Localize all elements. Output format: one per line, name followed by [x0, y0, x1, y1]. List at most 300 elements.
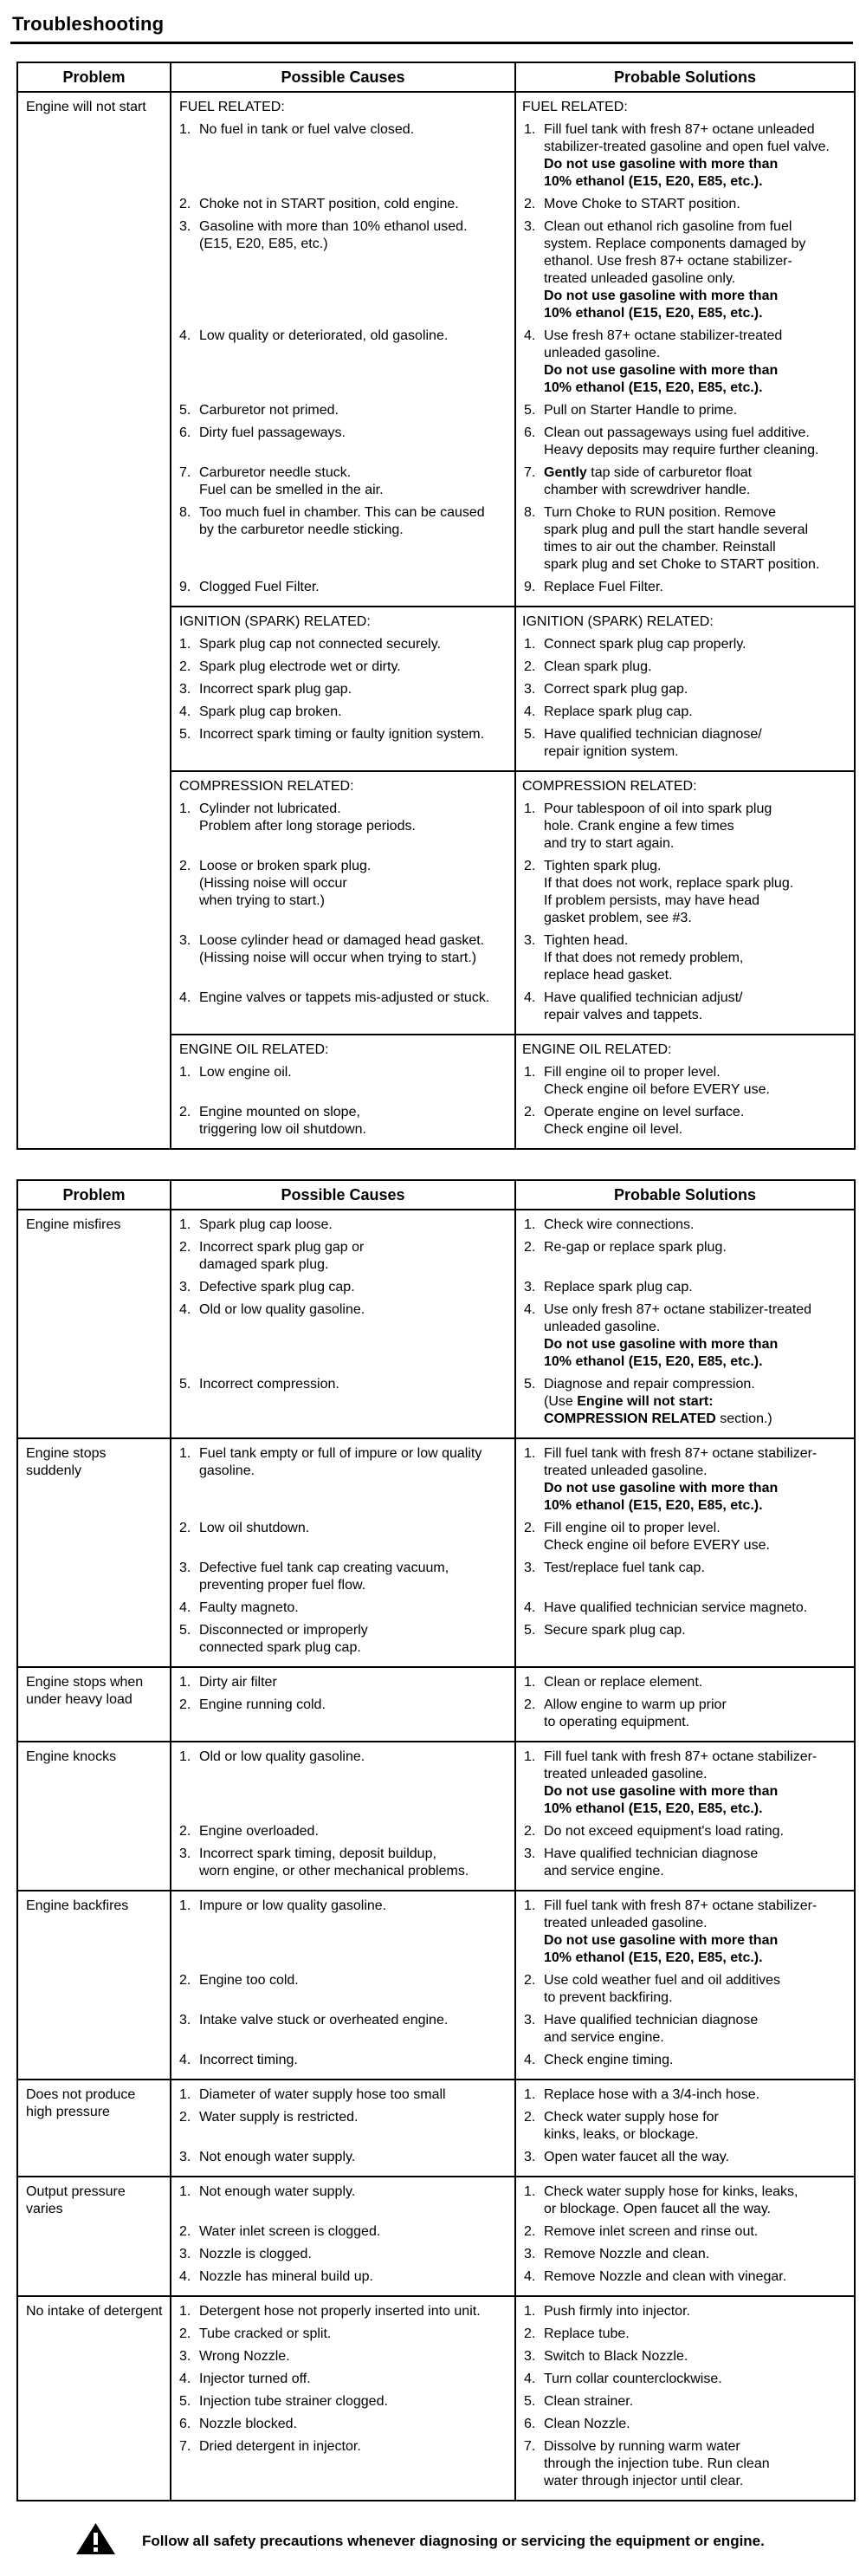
- item-number: 1.: [179, 2184, 191, 2199]
- cause-item: [171, 2149, 514, 2171]
- solution-item: [514, 1301, 854, 1376]
- cause-text: No fuel in tank or fuel valve closed.: [199, 122, 415, 137]
- table-gap: [10, 1150, 866, 1179]
- item-number: 1.: [179, 1065, 191, 1080]
- cause-text: Choke not in START position, cold engine.: [199, 197, 459, 211]
- solution-item: [514, 2183, 854, 2223]
- solution-item: [514, 636, 854, 659]
- item-number: 1.: [179, 2087, 191, 2102]
- cause-text: Spark plug cap broken.: [199, 704, 342, 719]
- solution-item: [514, 2149, 854, 2171]
- item-number: 3.: [524, 682, 536, 697]
- item-number: 3.: [179, 682, 191, 697]
- solution-text: Use only fresh 87+ octane stabilizer-treated unleaded gasoline. Do not use gasoline with more than 10% ethanol (E15, E20, E85, etc.).: [544, 1302, 812, 1369]
- item-number: 1.: [179, 1446, 191, 1461]
- item-number: 4.: [179, 2053, 191, 2067]
- item-number: 5.: [524, 2394, 536, 2409]
- cause-item: [171, 1972, 514, 2012]
- table-row: [18, 1890, 854, 2079]
- cause-item: [171, 2246, 514, 2268]
- solution-item: [514, 2326, 854, 2348]
- item-number: 9.: [524, 580, 536, 594]
- item-number: 7.: [179, 465, 191, 480]
- item-number: 3.: [179, 2349, 191, 2364]
- causes-solutions-cell: [170, 2080, 854, 2176]
- cause-text: Wrong Nozzle.: [199, 2349, 290, 2364]
- solution-item: [514, 579, 854, 601]
- solution-item: [514, 932, 854, 990]
- cause-text: Incorrect timing.: [199, 2053, 298, 2067]
- item-number: 1.: [179, 1217, 191, 1232]
- item-number: 4.: [524, 328, 536, 343]
- causes-solutions-cell: [170, 1210, 854, 1437]
- item-number: 1.: [179, 1675, 191, 1690]
- solution-text: Use cold weather fuel and oil additives to prevent backfiring.: [544, 1973, 781, 2005]
- item-number: 1.: [524, 1675, 536, 1690]
- cause-text: Low oil shutdown.: [199, 1521, 310, 1535]
- item-number: 1.: [524, 122, 536, 137]
- cause-item: [171, 1622, 514, 1662]
- cause-text: Dirty air filter: [199, 1675, 277, 1690]
- column-divider: [514, 1742, 516, 1890]
- causes-solutions-cell: [170, 1668, 854, 1741]
- item-number: 1.: [179, 1898, 191, 1913]
- item-number: 1.: [524, 1446, 536, 1461]
- column-header-problem: Problem: [62, 1186, 126, 1204]
- item-number: 9.: [179, 580, 191, 594]
- item-number: 1.: [524, 2087, 536, 2102]
- solution-item: [514, 1217, 854, 1239]
- cause-item: [171, 726, 514, 766]
- table-row: [18, 1437, 854, 1666]
- cause-text: Injector turned off.: [199, 2372, 311, 2386]
- table-body: [18, 1210, 854, 2500]
- table-section: [171, 2080, 854, 2176]
- solution-item: [514, 1445, 854, 1520]
- safety-note: Follow all safety precautions whenever diagnosing or servicing the equipment or engine.: [142, 2533, 765, 2549]
- troubleshooting-table-operation: [16, 1179, 856, 2501]
- table-section: [171, 606, 854, 770]
- warning-triangle-icon: [75, 2522, 116, 2560]
- item-number: 1.: [179, 1749, 191, 1764]
- cause-item: [171, 425, 514, 464]
- cause-item: [171, 1376, 514, 1433]
- column-divider: [514, 2080, 516, 2176]
- solution-text: Check wire connections.: [544, 1217, 695, 1232]
- cause-item: [171, 1674, 514, 1697]
- item-number: 3.: [179, 219, 191, 234]
- item-number: 2.: [524, 1973, 536, 1988]
- cause-text: Intake valve stuck or overheated engine.: [199, 2013, 449, 2028]
- cause-item: [171, 2303, 514, 2326]
- item-number: 6.: [179, 425, 191, 440]
- item-number: 5.: [179, 1623, 191, 1638]
- table-row: [18, 1210, 854, 1437]
- cause-item: [171, 858, 514, 932]
- solution-item: [514, 681, 854, 704]
- item-number: 1.: [179, 637, 191, 652]
- solution-text: Correct spark plug gap.: [544, 682, 688, 697]
- column-divider: [514, 1668, 516, 1741]
- cause-text: Too much fuel in chamber. This can be caused by the carburetor needle sticking.: [199, 505, 485, 537]
- solution-item: [514, 2246, 854, 2268]
- cause-text: Cylinder not lubricated. Problem after long storage periods.: [199, 801, 416, 834]
- item-number: 3.: [179, 1846, 191, 1861]
- solution-item: [514, 504, 854, 579]
- solution-item: [514, 1560, 854, 1599]
- item-number: 5.: [179, 1377, 191, 1392]
- cause-text: Spark plug cap loose.: [199, 1217, 333, 1232]
- table-header-row: [18, 1181, 854, 1210]
- solution-text: Clean Nozzle.: [544, 2417, 630, 2431]
- item-number: 8.: [524, 505, 536, 520]
- solution-item: [514, 659, 854, 681]
- item-number: 4.: [179, 1600, 191, 1615]
- cause-item: [171, 2223, 514, 2246]
- solution-text: Allow engine to warm up prior to operating equipment.: [544, 1697, 727, 1729]
- column-divider: [514, 1035, 516, 1148]
- cause-text: Incorrect spark timing, deposit buildup, worn engine, or other mechanical problems.: [199, 1846, 469, 1878]
- cause-item: [171, 579, 514, 601]
- solution-text: Switch to Black Nozzle.: [544, 2349, 688, 2364]
- problem-cell: Engine will not start: [26, 100, 146, 114]
- cause-text: Nozzle blocked.: [199, 2417, 297, 2431]
- item-number: 1.: [524, 1217, 536, 1232]
- solution-text: Remove Nozzle and clean with vinegar.: [544, 2269, 787, 2284]
- cause-item: [171, 218, 514, 328]
- cause-item: [171, 932, 514, 990]
- solution-text: Fill engine oil to proper level. Check engine oil before EVERY use.: [544, 1521, 770, 1553]
- problem-cell: No intake of detergent: [26, 2304, 163, 2319]
- table-row: [18, 2079, 854, 2176]
- cause-item: [171, 1104, 514, 1144]
- solution-text: Replace spark plug cap.: [544, 1280, 693, 1294]
- cause-item: [171, 1520, 514, 1560]
- solution-item: [514, 2109, 854, 2149]
- solution-text: Have qualified technician diagnose and service engine.: [544, 1846, 759, 1878]
- cause-item: [171, 1898, 514, 1972]
- solution-item: [514, 2303, 854, 2326]
- problem-cell: Does not produce high pressure: [26, 2087, 136, 2119]
- item-number: 3.: [524, 1846, 536, 1861]
- cause-text: Defective spark plug cap.: [199, 1280, 355, 1294]
- solution-text: Remove inlet screen and rinse out.: [544, 2224, 759, 2239]
- item-number: 3.: [524, 2013, 536, 2028]
- cause-item: [171, 2326, 514, 2348]
- column-divider: [514, 1210, 516, 1437]
- column-header-possible-causes: Possible Causes: [170, 1181, 514, 1209]
- solution-text: Fill fuel tank with fresh 87+ octane stabilizer- treated unleaded gasoline. Do not use gasoline with more than 10% ethanol (E15, E20, E85, etc.).: [544, 1749, 818, 1816]
- cause-item: [171, 1445, 514, 1520]
- item-number: 7.: [179, 2439, 191, 2454]
- cause-text: Old or low quality gasoline.: [199, 1302, 365, 1317]
- solution-item: [514, 1064, 854, 1104]
- solution-text: Have qualified technician service magneto.: [544, 1600, 808, 1615]
- table-section: [171, 1034, 854, 1148]
- solution-text: Gently tap side of carburetor float chamber with screwdriver handle.: [544, 465, 753, 497]
- cause-item: [171, 681, 514, 704]
- solution-item: [514, 2052, 854, 2074]
- solution-text: Clean out passageways using fuel additive. Heavy deposits may require further cleaning.: [544, 425, 819, 457]
- table-row: [18, 2176, 854, 2295]
- table-row: [18, 2295, 854, 2500]
- cause-item: [171, 2052, 514, 2074]
- solution-text: Remove Nozzle and clean.: [544, 2247, 710, 2261]
- solution-text: Clean strainer.: [544, 2394, 634, 2409]
- solution-text: Do not exceed equipment's load rating.: [544, 1824, 785, 1839]
- table-section: [171, 2297, 854, 2500]
- item-number: 6.: [524, 425, 536, 440]
- item-number: 2.: [524, 197, 536, 211]
- item-number: 3.: [179, 1561, 191, 1575]
- cause-item: [171, 2268, 514, 2291]
- column-divider: [514, 1891, 516, 2079]
- table-section: [171, 770, 854, 1034]
- solution-item: [514, 464, 854, 504]
- cause-item: [171, 1217, 514, 1239]
- cause-text: Injection tube strainer clogged.: [199, 2394, 388, 2409]
- problem-cell: Engine misfires: [26, 1217, 121, 1232]
- solution-text: Clean out ethanol rich gasoline from fuel system. Replace components damaged by ethanol. Use fresh 87+ octane stabilizer- treated unleaded gasoline only. Do not use gasoline with more than 10% ethanol (E15, E20, E85, etc.).: [544, 219, 806, 321]
- item-number: 3.: [524, 933, 536, 948]
- section-label-causes: FUEL RELATED:: [179, 100, 285, 114]
- solution-item: [514, 2223, 854, 2246]
- solution-text: Connect spark plug cap properly.: [544, 637, 746, 652]
- solution-text: Clean or replace element.: [544, 1675, 703, 1690]
- cause-text: Incorrect compression.: [199, 1377, 339, 1392]
- solution-text: Dissolve by running warm water through the injection tube. Run clean water through injector until clear.: [544, 2439, 770, 2488]
- cause-text: Engine running cold.: [199, 1697, 326, 1712]
- item-number: 5.: [524, 1377, 536, 1392]
- section-label-causes: IGNITION (SPARK) RELATED:: [179, 614, 371, 629]
- column-divider: [514, 1439, 516, 1666]
- column-divider: [514, 772, 516, 1034]
- solution-text: Test/replace fuel tank cap.: [544, 1561, 705, 1575]
- solution-text: Turn collar counterclockwise.: [544, 2372, 722, 2386]
- cause-item: [171, 704, 514, 726]
- solution-text: Fill fuel tank with fresh 87+ octane unleaded stabilizer-treated gasoline and open fuel valve. Do not use gasoline with more than 10% ethanol (E15, E20, E85, etc.).: [544, 122, 830, 189]
- item-number: 2.: [179, 2326, 191, 2341]
- cause-item: [171, 464, 514, 504]
- causes-solutions-cell: [170, 2177, 854, 2295]
- cause-item: [171, 1279, 514, 1301]
- solution-text: Tighten spark plug. If that does not work, replace spark plug. If problem persists, may have head gasket problem, see #3.: [544, 859, 794, 925]
- item-number: 2.: [179, 1824, 191, 1839]
- cause-item: [171, 2438, 514, 2495]
- cause-text: Tube cracked or split.: [199, 2326, 332, 2341]
- item-number: 2.: [179, 1521, 191, 1535]
- problem-cell: Output pressure varies: [26, 2184, 126, 2216]
- solution-text: Replace hose with a 3/4-inch hose.: [544, 2087, 760, 2102]
- item-number: 2.: [179, 2110, 191, 2125]
- cause-text: Incorrect spark plug gap.: [199, 682, 352, 697]
- solution-item: [514, 2371, 854, 2393]
- item-number: 6.: [179, 2417, 191, 2431]
- table-section: [171, 1210, 854, 1437]
- item-number: 1.: [524, 2304, 536, 2319]
- solution-item: [514, 1520, 854, 1560]
- solution-item: [514, 1279, 854, 1301]
- item-number: 7.: [524, 2439, 536, 2454]
- item-number: 2.: [524, 2224, 536, 2239]
- solution-text: Use fresh 87+ octane stabilizer-treated unleaded gasoline. Do not use gasoline with more than 10% ethanol (E15, E20, E85, etc.).: [544, 328, 783, 395]
- item-number: 6.: [524, 2417, 536, 2431]
- item-number: 1.: [524, 1898, 536, 1913]
- cause-item: [171, 402, 514, 425]
- item-number: 2.: [524, 1105, 536, 1119]
- causes-solutions-cell: [170, 2297, 854, 2500]
- solution-item: [514, 858, 854, 932]
- solution-item: [514, 1972, 854, 2012]
- item-number: 4.: [179, 704, 191, 719]
- section-label-solutions: COMPRESSION RELATED:: [522, 779, 697, 794]
- solution-text: Replace Fuel Filter.: [544, 580, 663, 594]
- solution-item: [514, 1239, 854, 1279]
- cause-item: [171, 1301, 514, 1376]
- cause-text: Old or low quality gasoline.: [199, 1749, 365, 1764]
- column-header-problem: Problem: [62, 68, 126, 86]
- item-number: 7.: [524, 465, 536, 480]
- item-number: 1.: [179, 122, 191, 137]
- item-number: 1.: [524, 2184, 536, 2199]
- item-number: 5.: [179, 727, 191, 742]
- table-section: [171, 1742, 854, 1890]
- cause-item: [171, 1064, 514, 1104]
- cause-text: Not enough water supply.: [199, 2150, 356, 2164]
- solution-text: Fill fuel tank with fresh 87+ octane stabilizer- treated unleaded gasoline. Do not use gasoline with more than 10% ethanol (E15, E20, E85, etc.).: [544, 1898, 818, 1965]
- solution-text: Have qualified technician diagnose/ repair ignition system.: [544, 727, 762, 759]
- item-number: 3.: [179, 2150, 191, 2164]
- section-label-causes: COMPRESSION RELATED:: [179, 779, 354, 794]
- cause-item: [171, 1846, 514, 1885]
- solution-item: [514, 1622, 854, 1662]
- cause-item: [171, 659, 514, 681]
- solution-text: Check water supply hose for kinks, leaks, or blockage. Open faucet all the way.: [544, 2184, 798, 2216]
- cause-item: [171, 1697, 514, 1736]
- solution-text: Clean spark plug.: [544, 659, 652, 674]
- item-number: 4.: [524, 704, 536, 719]
- cause-item: [171, 2012, 514, 2052]
- solution-item: [514, 704, 854, 726]
- cause-text: Engine mounted on slope, triggering low oil shutdown.: [199, 1105, 366, 1137]
- item-number: 2.: [524, 1824, 536, 1839]
- item-number: 2.: [179, 659, 191, 674]
- item-number: 5.: [524, 1623, 536, 1638]
- causes-solutions-cell: [170, 1742, 854, 1890]
- solution-text: Check engine timing.: [544, 2053, 674, 2067]
- cause-text: Engine too cold.: [199, 1973, 299, 1988]
- item-number: 5.: [179, 2394, 191, 2409]
- cause-text: Diameter of water supply hose too small: [199, 2087, 446, 2102]
- item-number: 1.: [524, 637, 536, 652]
- cause-item: [171, 196, 514, 218]
- item-number: 3.: [524, 2150, 536, 2164]
- cause-item: [171, 1823, 514, 1846]
- cause-text: Defective fuel tank cap creating vacuum, preventing proper fuel flow.: [199, 1561, 449, 1593]
- troubleshooting-table-engine-start: [16, 62, 856, 1150]
- section-label-causes: ENGINE OIL RELATED:: [179, 1042, 329, 1057]
- item-number: 2.: [179, 1240, 191, 1255]
- item-number: 3.: [524, 2247, 536, 2261]
- solution-item: [514, 2416, 854, 2438]
- item-number: 3.: [179, 933, 191, 948]
- item-number: 4.: [524, 2372, 536, 2386]
- cause-text: Carburetor not primed.: [199, 403, 339, 418]
- cause-text: Incorrect spark timing or faulty ignition system.: [199, 727, 485, 742]
- cause-text: Dirty fuel passageways.: [199, 425, 346, 440]
- cause-item: [171, 1599, 514, 1622]
- item-number: 5.: [179, 403, 191, 418]
- solution-item: [514, 402, 854, 425]
- cause-item: [171, 801, 514, 858]
- solution-text: Diagnose and repair compression. (Use Engine will not start: COMPRESSION RELATED section.): [544, 1377, 772, 1426]
- item-number: 2.: [179, 1973, 191, 1988]
- section-label-solutions: ENGINE OIL RELATED:: [522, 1042, 672, 1057]
- cause-text: Nozzle has mineral build up.: [199, 2269, 373, 2284]
- item-number: 2.: [524, 2110, 536, 2125]
- causes-solutions-cell: [170, 1439, 854, 1666]
- table-section: [171, 2177, 854, 2295]
- column-header-possible-causes: Possible Causes: [170, 63, 514, 91]
- page-title: Troubleshooting: [12, 13, 165, 35]
- cause-text: Spark plug cap not connected securely.: [199, 637, 441, 652]
- solution-text: Operate engine on level surface. Check engine oil level.: [544, 1105, 745, 1137]
- cause-text: Low engine oil.: [199, 1065, 292, 1080]
- cause-item: [171, 636, 514, 659]
- solution-item: [514, 1749, 854, 1823]
- cause-text: Gasoline with more than 10% ethanol used. (E15, E20, E85, etc.): [199, 219, 468, 251]
- item-number: 4.: [524, 1302, 536, 1317]
- table-row: [18, 1741, 854, 1890]
- solution-item: [514, 121, 854, 196]
- cause-text: Engine valves or tappets mis-adjusted or stuck.: [199, 990, 490, 1005]
- item-number: 1.: [179, 2304, 191, 2319]
- solution-item: [514, 2268, 854, 2291]
- solution-text: Have qualified technician adjust/ repair valves and tappets.: [544, 990, 743, 1022]
- item-number: 3.: [524, 1280, 536, 1294]
- column-header-probable-solutions: Probable Solutions: [514, 63, 854, 91]
- problem-cell: Engine knocks: [26, 1749, 117, 1764]
- solution-text: Pour tablespoon of oil into spark plug hole. Crank engine a few times and try to start again.: [544, 801, 772, 851]
- cause-text: Water inlet screen is clogged.: [199, 2224, 381, 2239]
- problem-cell: Engine stops suddenly: [26, 1446, 107, 1478]
- item-number: 4.: [179, 2269, 191, 2284]
- solution-text: Re-gap or replace spark plug.: [544, 1240, 727, 1255]
- item-number: 1.: [524, 1065, 536, 1080]
- table-section: [171, 1668, 854, 1741]
- solution-text: Replace tube.: [544, 2326, 630, 2341]
- item-number: 4.: [524, 2269, 536, 2284]
- solution-item: [514, 1846, 854, 1885]
- cause-item: [171, 121, 514, 196]
- item-number: 4.: [524, 1600, 536, 1615]
- problem-cell: Engine backfires: [26, 1898, 129, 1913]
- solution-text: Secure spark plug cap.: [544, 1623, 686, 1638]
- cause-item: [171, 2109, 514, 2149]
- solution-item: [514, 425, 854, 464]
- item-number: 4.: [179, 328, 191, 343]
- causes-solutions-cell: [170, 1891, 854, 2079]
- item-number: 4.: [179, 1302, 191, 1317]
- item-number: 5.: [524, 403, 536, 418]
- cause-item: [171, 1749, 514, 1823]
- cause-text: Incorrect spark plug gap or damaged spark plug.: [199, 1240, 365, 1272]
- table-section: [171, 1891, 854, 2079]
- solution-text: Open water faucet all the way.: [544, 2150, 730, 2164]
- item-number: 2.: [524, 859, 536, 873]
- item-number: 8.: [179, 505, 191, 520]
- cause-text: Spark plug electrode wet or dirty.: [199, 659, 401, 674]
